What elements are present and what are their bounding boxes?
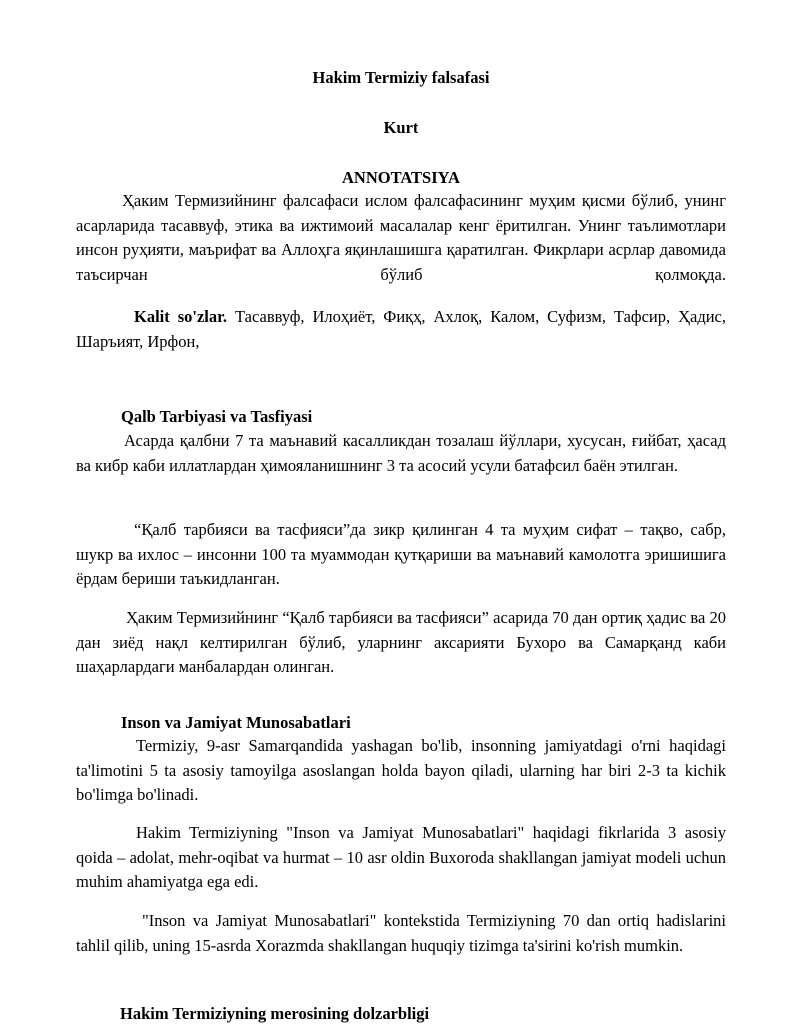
section1-paragraph-2: “Қалб тарбияси ва тасфияси”да зикр қилинган 4 та муҳим сифат – тақво, сабр, шукр ва ихлос – инсонни 100 та муаммодан қутқариши ва маънавий камолотга эришишига ёрдам бериши таъкидланган.: [76, 520, 726, 588]
section1-paragraph-3: Ҳаким Термизийнинг “Қалб тарбияси ва тасфияси” асарида 70 дан ортиқ ҳадис ва 20 дан зиёд нақл келтирилган бўлиб, уларнинг аксарияти Бухоро ва Самарқанд каби шаҳарлардаги манбалардан олинган.: [76, 608, 726, 676]
section-heading-qalb: Qalb Tarbiyasi va Tasfiyasi: [121, 407, 313, 426]
keywords-label: Kalit so'zlar.: [134, 307, 228, 326]
annotation-heading: ANNOTATSIYA: [342, 168, 460, 187]
keywords-paragraph: [76, 305, 726, 354]
keywords-text: Тасаввуф, Илоҳиёт, Фиқҳ, Ахлоқ, Калом, Суфизм, Тафсир, Ҳадис, Шаръият, Ирфон,: [76, 307, 726, 351]
section2-paragraph-1: Termiziy, 9-asr Samarqandida yashagan bo'lib, insonning jamiyatdagi o'rni haqidagi ta'limotini 5 ta asosiy tamoyilga asoslangan holda bayon qiladi, ularning har biri 2-3 ta kichik bo'limga bo'linadi.: [76, 736, 726, 804]
author-name: Kurt: [383, 118, 419, 137]
section1-paragraph-1: Асарда қалбни 7 та маънавий касалликдан тозалаш йўллари, хусусан, ғийбат, ҳасад ва кибр каби иллатлардан ҳимояланишнинг 3 та асосий усули батафсил баён этилган.: [76, 431, 726, 475]
section-heading-inson: Inson va Jamiyat Munosabatlari: [121, 713, 351, 732]
section2-paragraph-3: "Inson va Jamiyat Munosabatlari" kontekstida Termiziyning 70 dan ortiq hadislarini tahlil qilib, uning 15-asrda Xorazmda shakllangan huquqiy tizimga ta'sirini ko'rish mumkin.: [76, 911, 726, 955]
annotation-text: Ҳаким Термизийнинг фалсафаси ислом фалсафасининг муҳим қисми бўлиб, унинг асарларида тасаввуф, этика ва ижтимоий масалалар кенг ёритилган. Унинг таълимотлари инсон руҳияти, маърифат ва Аллоҳга яқинлашишга қаратилган. Фикрлари асрлар давомида таъсирчан бўлиб қолмоқда.: [76, 191, 726, 284]
section2-paragraph-2: Hakim Termiziyning "Inson va Jamiyat Munosabatlari" haqidagi fikrlarida 3 asosiy qoida – adolat, mehr-oqibat va hurmat – 10 asr oldin Buxoroda shakllangan jamiyat modeli uchun muhim ahamiyatga ega edi.: [76, 823, 726, 891]
document-title: Hakim Termiziy falsafasi: [312, 68, 490, 87]
section-heading-meros: Hakim Termiziyning merosining dolzarbligi: [120, 1004, 430, 1023]
